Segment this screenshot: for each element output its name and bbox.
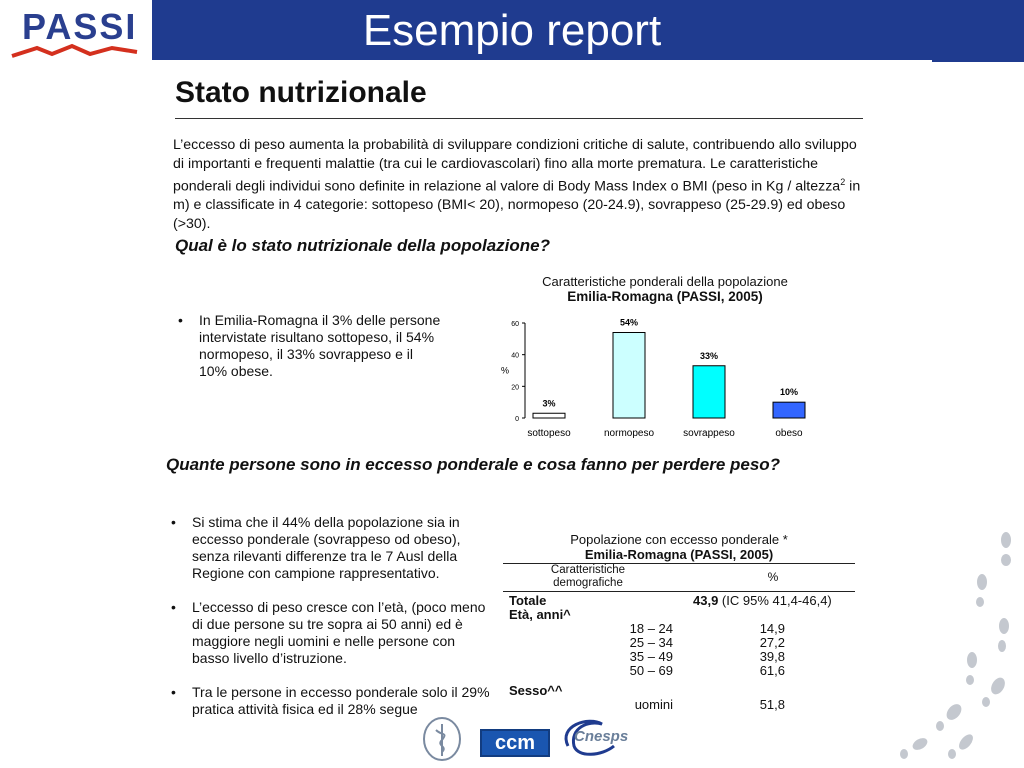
intro-superscript: 2: [840, 177, 846, 187]
total-value: 43,9: [693, 593, 719, 608]
bar: [773, 402, 805, 418]
bar-data-label: 54%: [619, 317, 639, 328]
table-row: [503, 635, 855, 649]
age-range: 25 – 34: [629, 635, 673, 650]
y-tick-label: 40: [511, 352, 519, 360]
list-item: [166, 599, 496, 667]
bullet-text: In Emilia-Romagna il 3% delle persone intervistate risultano sottopeso, il 54% normopeso, il 33% sovrappeso e il 10% obese.: [199, 312, 441, 379]
bullet-text: L’eccesso di peso cresce con l’età, (poco meno di due persone su tre sopra ai 50 anni) ed è maggiore negli uomini e nelle persone con basso livello d’istruzione.: [192, 599, 486, 666]
sex-label: uomini: [634, 697, 673, 712]
intro-text-1: L’eccesso di peso aumenta la probabilità di sviluppare condizioni critiche di salute, contribuendo allo sviluppo di importanti e frequenti malattie (tra cui le cardiovascolari) fino alla morte prematura. Le caratteristiche ponderali degli individui sono definite in relazione al valore di Body Mass Index o BMI (peso in Kg / altezza: [173, 137, 857, 195]
header-bar: [152, 0, 1024, 62]
page-title: Esempio report: [362, 6, 662, 55]
row-value: 61,6: [759, 663, 785, 678]
table-row: [503, 663, 855, 677]
document-title: Stato nutrizionale: [175, 76, 427, 109]
row-label: Età, anni^: [509, 607, 571, 622]
intro-paragraph: [173, 136, 863, 233]
intro-text-2: in m) e classificate in 4 categorie: sottopeso (BMI< 20), normopeso (20-24.9), sovrappeso (25-29.9) ed obeso (>30).: [173, 178, 861, 232]
row-value: 14,9: [759, 621, 785, 636]
footer-logos: [418, 712, 638, 768]
row-value: 51,8: [759, 697, 785, 712]
passi-logo: [0, 0, 150, 62]
age-range: 35 – 49: [629, 649, 673, 664]
question-1: Qual è lo stato nutrizionale della popolazione?: [175, 236, 550, 255]
table-row: [503, 697, 855, 711]
bullet-dot: •: [171, 514, 176, 530]
logo-wordmark: PASSI: [22, 6, 138, 47]
table-row: [503, 649, 855, 663]
bar: [693, 366, 725, 418]
total-ci: (IC 95% 41,4-46,4): [718, 593, 832, 608]
y-axis-label: %: [501, 365, 510, 376]
table-row: [503, 593, 855, 607]
y-tick-label: 20: [511, 384, 519, 392]
x-tick-label: obeso: [775, 428, 803, 439]
bullet-dot: •: [171, 599, 176, 615]
bar-data-label: 10%: [779, 387, 799, 398]
x-tick-label: normopeso: [603, 428, 655, 439]
bar: [533, 413, 565, 418]
table-header-demographics: Caratteristiche demografiche: [550, 564, 626, 589]
row-label: Totale: [509, 593, 547, 608]
chart-title: Caratteristiche ponderali della popolazione: [542, 274, 788, 289]
table-title: Popolazione con eccesso ponderale *: [570, 532, 788, 547]
bullet-nutrition: [173, 312, 443, 397]
iss-seal-icon: [422, 716, 462, 762]
bullet-dot: •: [171, 684, 176, 700]
list-item: [166, 514, 496, 582]
age-range: 18 – 24: [629, 621, 673, 636]
table-row: [503, 621, 855, 635]
bullet-list-overweight: [166, 514, 496, 735]
question-2: Quante persone sono in eccesso ponderale e cosa fanno per perdere peso?: [166, 455, 781, 474]
x-tick-label: sottopeso: [527, 428, 571, 439]
y-tick-label: 0: [515, 416, 519, 423]
age-range: 50 – 69: [629, 663, 673, 678]
bullet-text: Si stima che il 44% della popolazione sia in eccesso ponderale (sovrappeso od obeso), senza rilevanti differenze tra le 7 Ausl della Regione con campione rappresentativo.: [192, 514, 461, 581]
table-rule-header: [503, 591, 855, 592]
title-rule: [175, 118, 863, 119]
bar-data-label: 3%: [542, 398, 556, 409]
cnesps-logo: Cnesps: [574, 728, 629, 745]
ccm-logo: ccm: [480, 729, 550, 757]
report-document: [165, 62, 865, 717]
row-value: [693, 593, 832, 608]
table-row: [503, 683, 855, 697]
y-tick-label: 60: [511, 321, 519, 328]
row-value: 27,2: [759, 635, 785, 650]
x-tick-label: sovrappeso: [683, 428, 735, 439]
chart-subtitle: Emilia-Romagna (PASSI, 2005): [567, 289, 763, 304]
table-subtitle-text: Emilia-Romagna (PASSI, 2005): [584, 547, 774, 562]
chart-plot: [495, 268, 865, 448]
bar-data-label: 33%: [699, 350, 719, 361]
bullet-text: Tra le persone in eccesso ponderale solo il 29% pratica attività fisica ed il 28% segue: [192, 684, 490, 717]
row-label: Sesso^^: [509, 683, 563, 698]
row-value: 39,8: [759, 649, 785, 664]
bar: [613, 333, 645, 419]
logo-swoosh-icon: [12, 42, 142, 60]
footprints-decoration-icon: [890, 530, 1024, 768]
table-header-percent: %: [767, 570, 779, 584]
table-row: [503, 607, 855, 621]
bar-chart: [495, 268, 865, 448]
list-item: [173, 312, 443, 380]
table-subtitle: [503, 547, 855, 562]
bullet-dot: •: [178, 312, 183, 328]
